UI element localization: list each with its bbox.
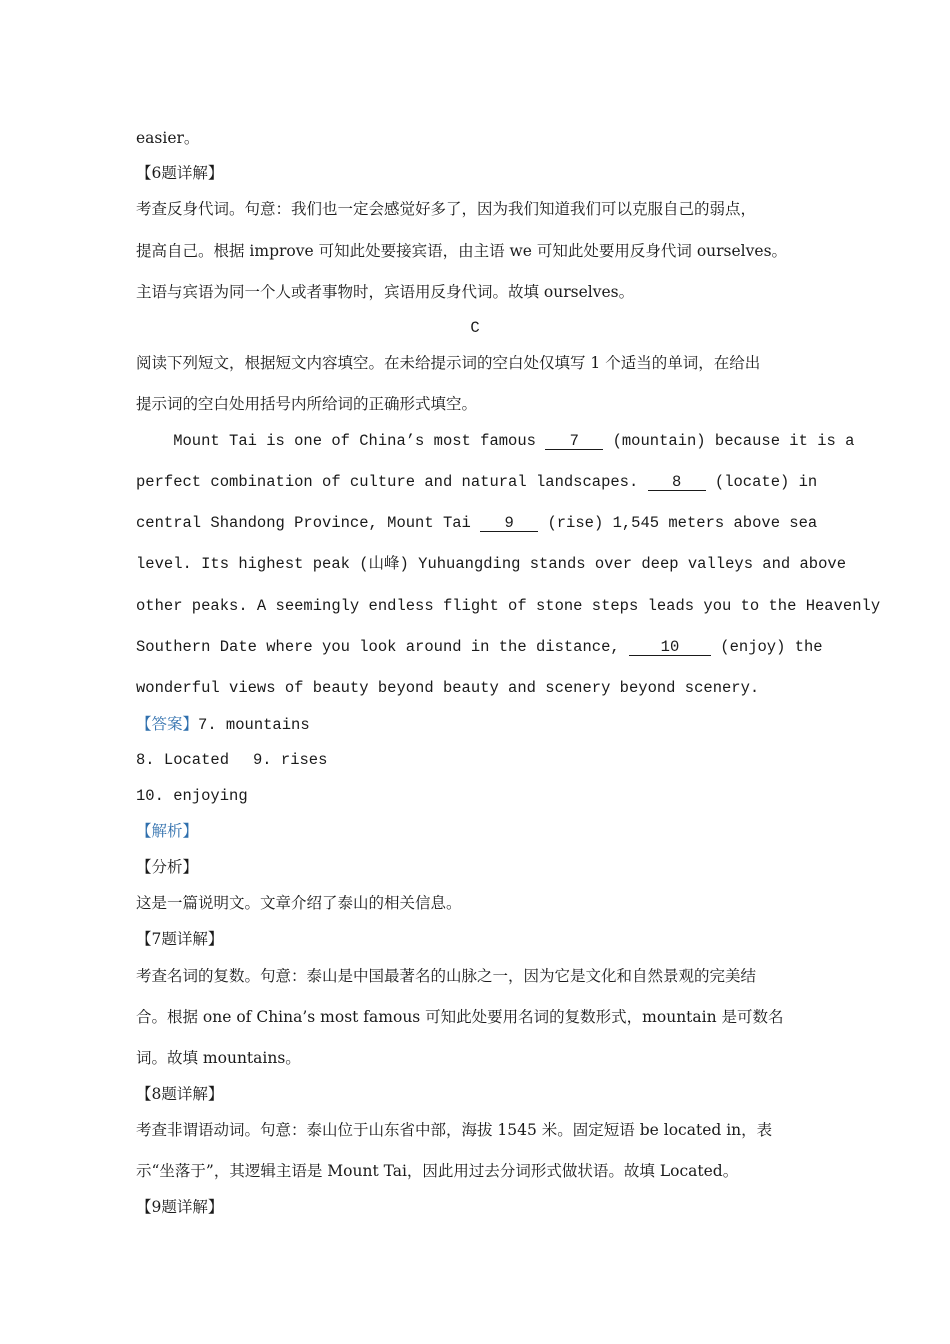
passage-text: (mountain) because it is a (603, 432, 855, 450)
q6-line-2: 提高自己。根据 improve 可知此处要接宾语，由主语 we 可知此处要用反身代词 ourselves。 (136, 242, 788, 260)
answer-label: 【答案】 (136, 715, 199, 733)
answer-7: 7. mountains (198, 716, 310, 734)
q9-heading: 【9题详解】 (136, 1198, 224, 1216)
passage-line-4: level. Its highest peak (山峰) Yuhuangding stands over deep valleys and above (136, 555, 847, 573)
passage-line-2 (136, 472, 816, 492)
blank-10: 10 (629, 639, 711, 656)
answer-9: 9. rises (253, 751, 328, 769)
answer-line-1 (136, 714, 816, 735)
q7-line-2: 合。根据 one of China’s most famous 可知此处要用名词的复数形式，mountain 是可数名 (136, 1008, 784, 1026)
q7-line-1: 考查名词的复数。句意：泰山是中国最著名的山脉之一，因为它是文化和自然景观的完美结 (136, 967, 757, 985)
passage-text: Mount Tai is one of China’s most famous (136, 432, 546, 450)
passage-text: perfect combination of culture and natural landscapes. (136, 473, 648, 491)
section-letter: C (470, 319, 480, 337)
passage-line-7: wonderful views of beauty beyond beauty and scenery beyond scenery. (136, 679, 760, 697)
top-fragment: easier。 (136, 129, 200, 147)
passage-text: (locate) in (705, 473, 818, 491)
passage-line-3 (136, 513, 816, 533)
q7-heading: 【7题详解】 (136, 930, 224, 948)
passage-line-1 (136, 431, 855, 451)
passage-text: (rise) 1,545 meters above sea (538, 514, 818, 532)
passage-line-6 (136, 637, 823, 657)
analysis-label: 【解析】 (136, 822, 199, 840)
analysis-summary: 这是一篇说明文。文章介绍了泰山的相关信息。 (136, 894, 462, 912)
passage-line-5: other peaks. A seemingly endless flight of stone steps leads you to the Heavenly (136, 597, 881, 615)
passage-text: Southern Date where you look around in the distance, (136, 638, 629, 656)
answer-10: 10. enjoying (136, 787, 248, 805)
passage-text: (enjoy) the (710, 638, 823, 656)
q8-line-2: 示“坐落于”，其逻辑主语是 Mount Tai，因此用过去分词形式做状语。故填 Located。 (136, 1162, 739, 1180)
answer-line-2 (136, 750, 816, 770)
passage-text: central Shandong Province, Mount Tai (136, 514, 481, 532)
blank-7: 7 (545, 433, 603, 450)
q6-line-1: 考查反身代词。句意：我们也一定会感觉好多了，因为我们知道我们可以克服自己的弱点， (136, 200, 757, 218)
blank-8: 8 (648, 474, 706, 491)
instruction-line-1: 阅读下列短文，根据短文内容填空。在未给提示词的空白处仅填写 1 个适当的单词，在给出 (136, 354, 761, 372)
analysis-sub-label: 【分析】 (136, 858, 199, 876)
answer-8: 8. Located (136, 751, 230, 769)
q8-heading: 【8题详解】 (136, 1085, 224, 1103)
q7-line-3: 词。故填 mountains。 (136, 1049, 301, 1067)
q6-line-3: 主语与宾语为同一个人或者事物时，宾语用反身代词。故填 ourselves。 (136, 283, 635, 301)
q6-heading: 【6题详解】 (136, 164, 224, 182)
blank-9: 9 (480, 515, 538, 532)
q8-line-1: 考查非谓语动词。句意：泰山位于山东省中部，海拔 1545 米。固定短语 be located in，表 (136, 1121, 773, 1139)
instruction-line-2: 提示词的空白处用括号内所给词的正确形式填空。 (136, 395, 478, 413)
